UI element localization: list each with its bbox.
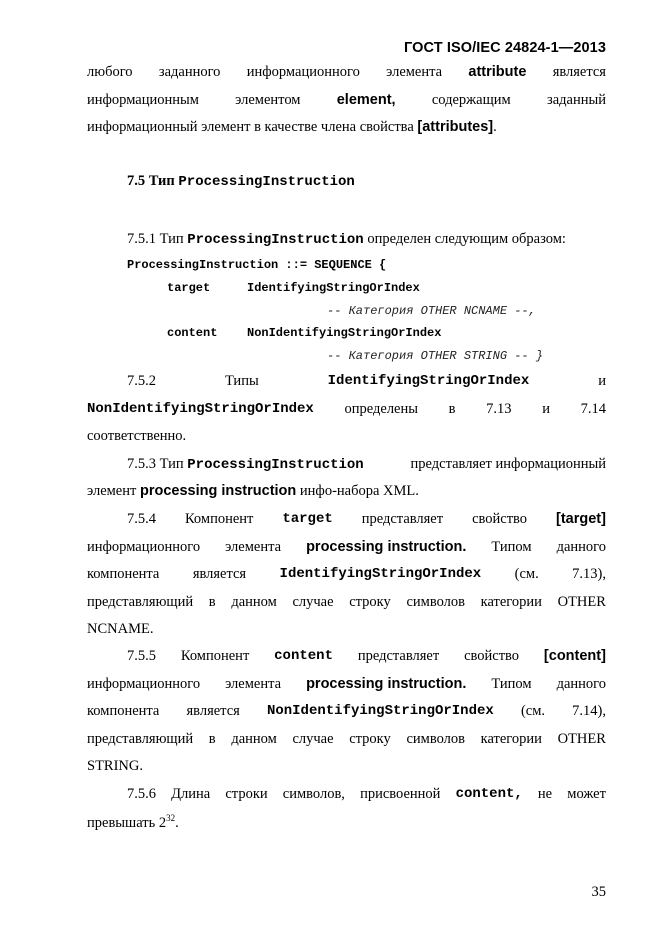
- word: является: [186, 703, 240, 719]
- word: случае: [292, 731, 334, 747]
- word: OTHER: [557, 594, 606, 610]
- word: и: [542, 401, 550, 417]
- word: представляющий: [87, 731, 194, 747]
- clause-7-5-4-line4: [87, 594, 606, 611]
- word: информационным: [87, 92, 199, 108]
- clause-7-5-2-line1: [127, 373, 606, 390]
- word: свойство: [472, 511, 528, 527]
- clause-7-5-1: [127, 231, 606, 248]
- word: строки: [225, 786, 268, 802]
- clause-7-5-4-line3: [87, 566, 606, 583]
- component-name: content: [274, 648, 333, 664]
- word: заданного: [158, 64, 221, 80]
- text: [127, 456, 364, 473]
- clause-7-5-5-line5: STRING.: [87, 758, 143, 774]
- word: свойство: [464, 648, 520, 664]
- word: элементом: [235, 92, 301, 108]
- word: может: [567, 786, 606, 802]
- type-name: ProcessingInstruction: [187, 232, 364, 248]
- text: определен следующим образом:: [363, 231, 566, 247]
- word: данном: [231, 594, 277, 610]
- term-content: [content]: [543, 648, 606, 664]
- word: компонента: [87, 703, 160, 719]
- code-content-type: NonIdentifyingStringOrIndex: [247, 326, 442, 340]
- document-header: ГОСТ ISO/IEC 24824-1—2013: [404, 40, 606, 56]
- word: определены: [344, 401, 418, 417]
- word: 7.13),: [572, 566, 606, 582]
- clause-7-5-2-line2: [87, 401, 606, 418]
- term-processing-instruction: processing instruction.: [306, 539, 467, 555]
- exponent: 32: [166, 813, 176, 823]
- word: символов: [406, 731, 465, 747]
- word: элемента: [386, 64, 443, 80]
- word: в: [208, 594, 216, 610]
- p1-line2: [87, 92, 606, 109]
- text: 7.5.3 Тип: [127, 456, 188, 472]
- text: превышать 2: [87, 815, 167, 831]
- term-element: element,: [336, 92, 396, 108]
- component-name: target: [282, 511, 333, 527]
- text: .: [493, 119, 497, 135]
- word: представляет: [357, 648, 440, 664]
- text: 7.5.1 Тип: [127, 231, 188, 247]
- clause-7-5-5-line2: [87, 676, 606, 693]
- code-target-keyword: target: [167, 281, 211, 295]
- type-name: ProcessingInstruction: [187, 457, 364, 473]
- term-processing-instruction: processing instruction.: [306, 676, 467, 692]
- clause-7-5-3-line2: [87, 483, 606, 500]
- term-attribute: attribute: [468, 64, 527, 80]
- word: категории: [480, 594, 542, 610]
- section-type-name: ProcessingInstruction: [178, 174, 355, 190]
- section-heading: [127, 173, 606, 190]
- clause-7-5-2-line3: соответственно.: [87, 428, 187, 444]
- text: .: [175, 815, 179, 831]
- term-attributes: [attributes]: [417, 119, 494, 135]
- word: данном: [231, 731, 277, 747]
- clause-7-5-3-line1: [127, 456, 606, 473]
- word: Типы: [224, 373, 259, 389]
- word: информационного: [246, 64, 360, 80]
- clause-7-5-6-line1: [127, 786, 606, 803]
- word: любого: [87, 64, 133, 80]
- word: Типом: [491, 676, 532, 692]
- word: Компонент: [184, 511, 254, 527]
- p1-line3: [87, 119, 606, 136]
- word: является: [192, 566, 247, 582]
- word: Компонент: [180, 648, 250, 664]
- word: информационного: [87, 676, 201, 692]
- word: компонента: [87, 566, 160, 582]
- word: в: [208, 731, 216, 747]
- word: строку: [349, 731, 391, 747]
- text: представляет информационный: [410, 456, 606, 472]
- word: элемента: [225, 539, 282, 555]
- code-comment-1: -- Категория OTHER NCNAME --,: [327, 304, 536, 318]
- word: Типом: [491, 539, 532, 555]
- word: данного: [556, 539, 606, 555]
- word: Длина: [171, 786, 211, 802]
- p1-line1: [87, 64, 606, 81]
- term-processing-instruction: processing instruction: [139, 483, 297, 499]
- word: 7.14: [580, 401, 606, 417]
- word: 7.13: [486, 401, 512, 417]
- word: в: [448, 401, 456, 417]
- word: не: [537, 786, 553, 802]
- component-name: content,: [455, 786, 523, 802]
- word: символов: [406, 594, 465, 610]
- clause-number: 7.5.6: [127, 786, 156, 802]
- clause-7-5-6-line2: [87, 813, 606, 832]
- word: (см.: [520, 703, 546, 719]
- clause-7-5-5-line1: [127, 648, 606, 665]
- code-line-1: ProcessingInstruction ::= SEQUENCE {: [127, 258, 387, 272]
- word: символов,: [282, 786, 345, 802]
- word: (см.: [514, 566, 539, 582]
- type-name: IdentifyingStringOrIndex: [279, 566, 482, 582]
- type-name: NonIdentifyingStringOrIndex: [266, 703, 494, 719]
- word: представляет: [361, 511, 444, 527]
- word: строку: [349, 594, 391, 610]
- clause-7-5-4-line5: NCNAME.: [87, 621, 154, 637]
- word: содержащим: [431, 92, 511, 108]
- code-target-type: IdentifyingStringOrIndex: [247, 281, 420, 295]
- word: и: [598, 373, 606, 389]
- word: категории: [480, 731, 542, 747]
- clause-7-5-4-line1: [127, 511, 606, 528]
- clause-7-5-4-line2: [87, 539, 606, 556]
- type-name: NonIdentifyingStringOrIndex: [87, 401, 314, 417]
- type-name: IdentifyingStringOrIndex: [327, 373, 530, 389]
- clause-number: 7.5.4: [127, 511, 156, 527]
- code-content-keyword: content: [167, 326, 218, 340]
- word: случае: [292, 594, 334, 610]
- word: данного: [556, 676, 606, 692]
- word: OTHER: [557, 731, 606, 747]
- text: информационный элемент в качестве члена свойства: [87, 119, 418, 135]
- word: заданный: [546, 92, 606, 108]
- text: элемент: [87, 483, 140, 499]
- word: является: [552, 64, 606, 80]
- word: присвоенной: [360, 786, 441, 802]
- clause-number: 7.5.2: [127, 373, 156, 389]
- section-number: 7.5 Тип: [127, 173, 179, 189]
- text: инфо-набора XML.: [296, 483, 419, 499]
- term-target: [target]: [556, 511, 606, 527]
- word: представляющий: [87, 594, 194, 610]
- word: элемента: [225, 676, 282, 692]
- clause-7-5-5-line4: [87, 731, 606, 748]
- word: информационного: [87, 539, 201, 555]
- word: 7.14),: [572, 703, 606, 719]
- code-comment-2: -- Категория OTHER STRING -- }: [327, 349, 544, 363]
- clause-7-5-5-line3: [87, 703, 606, 720]
- page-number: 35: [591, 884, 606, 900]
- clause-number: 7.5.5: [127, 648, 156, 664]
